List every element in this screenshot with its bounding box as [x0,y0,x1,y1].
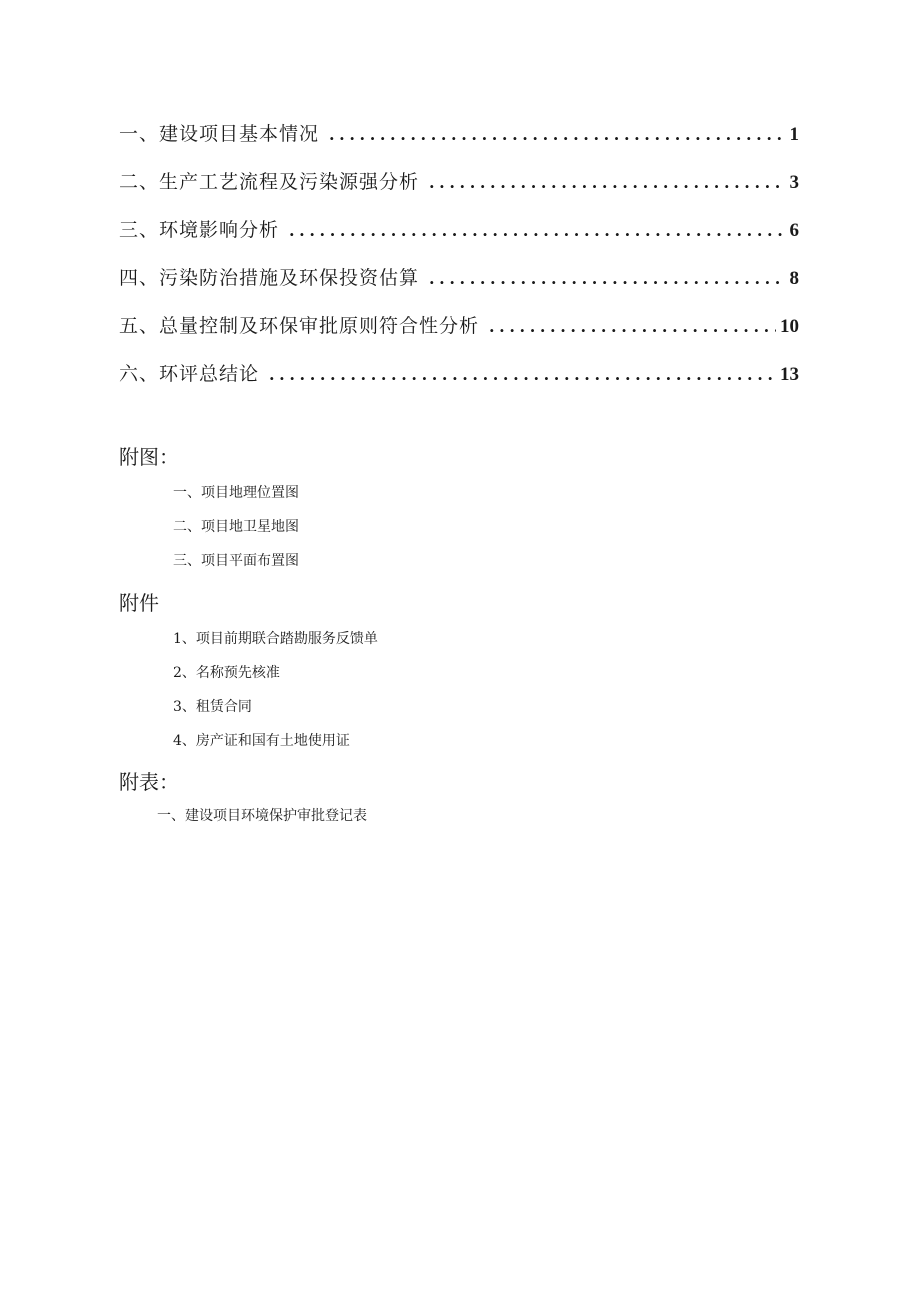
toc-entry-5[interactable] [119,308,799,356]
toc-leader-dots [429,261,785,297]
toc-page-number: 8 [789,268,799,289]
figures-heading: 附图： [119,445,179,469]
table-item-1: 一、建设项目环境保护审批登记表 [157,808,367,824]
figure-item-1: 一、项目地理位置图 [173,485,299,501]
toc-entry-title: 一、建设项目基本情况 [119,123,320,145]
toc-entry-4[interactable] [119,260,799,308]
toc-leader-dots [329,117,785,153]
toc-entry-6[interactable] [119,356,799,404]
toc-page-number: 6 [789,220,799,241]
attachment-item-4: 4、房产证和国有土地使用证 [173,733,350,749]
toc-entry-1[interactable] [119,116,799,164]
toc-leader-dots [289,213,785,249]
attachments-heading: 附件 [119,591,159,615]
figure-item-2: 二、项目地卫星地图 [173,519,299,535]
toc-entry-title: 六、环评总结论 [119,363,260,385]
toc-leader-dots [269,357,776,393]
attachment-item-1: 1、项目前期联合踏勘服务反馈单 [173,631,378,647]
toc-entry-title: 五、总量控制及环保审批原则符合性分析 [119,315,480,337]
figure-item-3: 三、项目平面布置图 [173,553,299,569]
table-of-contents [119,116,799,404]
toc-entry-title: 四、污染防治措施及环保投资估算 [119,267,420,289]
toc-page-number: 10 [780,316,799,337]
toc-page-number: 3 [789,172,799,193]
toc-entry-3[interactable] [119,212,799,260]
toc-leader-dots [489,309,776,345]
toc-entry-title: 二、生产工艺流程及污染源强分析 [119,171,420,193]
attachment-item-2: 2、名称预先核准 [173,665,280,681]
tables-heading: 附表： [119,770,179,794]
toc-leader-dots [429,165,785,201]
toc-entry-2[interactable] [119,164,799,212]
attachment-item-3: 3、租赁合同 [173,699,252,715]
toc-entry-title: 三、环境影响分析 [119,219,280,241]
toc-page-number: 1 [789,124,799,145]
toc-page-number: 13 [780,364,799,385]
